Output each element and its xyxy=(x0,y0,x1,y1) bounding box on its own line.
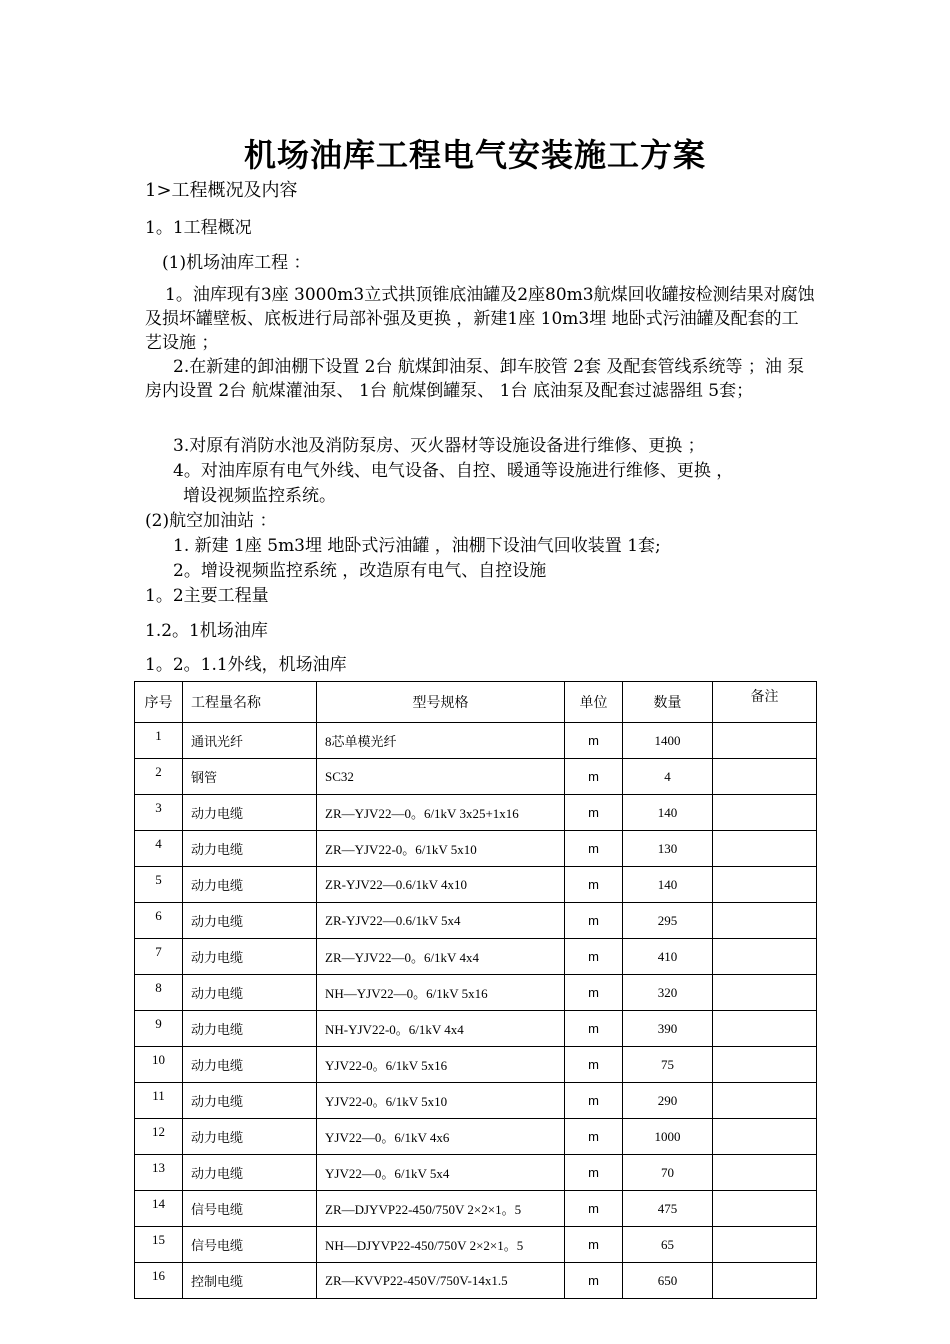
cell-name: 动力电缆 xyxy=(183,903,317,939)
table-row xyxy=(135,831,817,867)
document-title: 机场油库工程电气安装施工方案 xyxy=(243,136,706,174)
paragraph-item-4-continued: 增设视频监控系统。 xyxy=(183,486,336,506)
cell-note xyxy=(713,759,817,795)
cell-model: 8芯单模光纤 xyxy=(317,723,565,759)
cell-qty: 75 xyxy=(623,1047,713,1083)
table-row xyxy=(135,1227,817,1263)
cell-model: YJV22—0。6/1kV 4x6 xyxy=(317,1119,565,1155)
cell-no: 14 xyxy=(135,1191,183,1227)
cell-unit: m xyxy=(565,903,623,939)
cell-model: NH-YJV22-0。6/1kV 4x4 xyxy=(317,1011,565,1047)
cell-name: 动力电缆 xyxy=(183,867,317,903)
cell-no: 9 xyxy=(135,1011,183,1047)
header-unit: 单位 xyxy=(565,682,623,723)
paragraph-item-4: 4。对油库原有电气外线、电气设备、自控、暖通等设施进行维修、更换 ， xyxy=(173,461,734,481)
cell-qty: 130 xyxy=(623,831,713,867)
cell-no: 11 xyxy=(135,1083,183,1119)
header-name: 工程量名称 xyxy=(183,682,317,723)
cell-qty: 70 xyxy=(623,1155,713,1191)
cell-no: 10 xyxy=(135,1047,183,1083)
table-row xyxy=(135,723,817,759)
cell-qty: 295 xyxy=(623,903,713,939)
cell-qty: 650 xyxy=(623,1263,713,1299)
cell-note xyxy=(713,975,817,1011)
cell-name: 通讯光纤 xyxy=(183,723,317,759)
cell-name: 动力电缆 xyxy=(183,975,317,1011)
cell-name: 动力电缆 xyxy=(183,939,317,975)
cell-model: ZR—YJV22-0。6/1kV 5x10 xyxy=(317,831,565,867)
cell-model: ZR-YJV22—0.6/1kV 5x4 xyxy=(317,903,565,939)
cell-name: 动力电缆 xyxy=(183,1011,317,1047)
cell-model: ZR-YJV22—0.6/1kV 4x10 xyxy=(317,867,565,903)
cell-no: 2 xyxy=(135,759,183,795)
cell-unit: m xyxy=(565,759,623,795)
table-row xyxy=(135,1047,817,1083)
cell-model: ZR—YJV22—0。6/1kV 3x25+1x16 xyxy=(317,795,565,831)
cell-unit: m xyxy=(565,1047,623,1083)
cell-qty: 320 xyxy=(623,975,713,1011)
cell-note xyxy=(713,1155,817,1191)
cell-unit: m xyxy=(565,831,623,867)
cell-qty: 410 xyxy=(623,939,713,975)
cell-no: 7 xyxy=(135,939,183,975)
table-row xyxy=(135,1191,817,1227)
cell-model: ZR—KVVP22-450V/750V-14x1.5 xyxy=(317,1263,565,1299)
cell-note xyxy=(713,1083,817,1119)
table-row xyxy=(135,903,817,939)
cell-unit: m xyxy=(565,1155,623,1191)
cell-qty: 65 xyxy=(623,1227,713,1263)
cell-no: 4 xyxy=(135,831,183,867)
station-item-2: 2。增设视频监控系统 ，改造原有电气、自控设施 xyxy=(173,561,547,581)
cell-model: YJV22-0。6/1kV 5x10 xyxy=(317,1083,565,1119)
table-row xyxy=(135,975,817,1011)
section-heading-1-2: 1。2主要工程量 xyxy=(145,586,269,606)
table-row xyxy=(135,1155,817,1191)
cell-qty: 475 xyxy=(623,1191,713,1227)
cell-note xyxy=(713,1263,817,1299)
cell-name: 信号电缆 xyxy=(183,1227,317,1263)
cell-qty: 140 xyxy=(623,867,713,903)
cell-note xyxy=(713,1011,817,1047)
paragraph-item-1: 1。油库现有3座 3000m3立式拱顶锥底油罐及2座80m3航煤回收罐按检测结果对腐蚀及损坏罐壁板、底板进行局部补强及更换 ，新建1座 10m3埋 地卧式污油罐及配套的工艺设施 ； xyxy=(145,285,815,353)
header-no: 序号 xyxy=(135,682,183,723)
header-qty: 数量 xyxy=(623,682,713,723)
cell-no: 13 xyxy=(135,1155,183,1191)
table-row xyxy=(135,867,817,903)
header-model: 型号规格 xyxy=(317,682,565,723)
cell-no: 6 xyxy=(135,903,183,939)
cell-no: 8 xyxy=(135,975,183,1011)
cell-unit: m xyxy=(565,939,623,975)
cell-unit: m xyxy=(565,867,623,903)
cell-note xyxy=(713,831,817,867)
station-item-1: 1. 新建 1座 5m3埋 地卧式污油罐 ，油棚下设油气回收装置 1套; xyxy=(173,536,661,556)
cell-name: 控制电缆 xyxy=(183,1263,317,1299)
cell-name: 动力电缆 xyxy=(183,1047,317,1083)
header-note: 备注 xyxy=(713,682,817,723)
quantity-table xyxy=(134,681,817,1299)
cell-name: 动力电缆 xyxy=(183,1155,317,1191)
cell-unit: m xyxy=(565,1119,623,1155)
cell-unit: m xyxy=(565,1263,623,1299)
section-heading-1: 1>工程概况及内容 xyxy=(145,180,298,201)
cell-qty: 390 xyxy=(623,1011,713,1047)
cell-unit: m xyxy=(565,723,623,759)
cell-qty: 1000 xyxy=(623,1119,713,1155)
cell-model: NH—YJV22—0。6/1kV 5x16 xyxy=(317,975,565,1011)
table-body xyxy=(135,723,817,1299)
cell-note xyxy=(713,1227,817,1263)
cell-unit: m xyxy=(565,1227,623,1263)
cell-unit: m xyxy=(565,975,623,1011)
cell-qty: 290 xyxy=(623,1083,713,1119)
cell-unit: m xyxy=(565,795,623,831)
cell-no: 5 xyxy=(135,867,183,903)
cell-note xyxy=(713,1119,817,1155)
table-row xyxy=(135,759,817,795)
cell-name: 动力电缆 xyxy=(183,1119,317,1155)
cell-name: 动力电缆 xyxy=(183,1083,317,1119)
table-row xyxy=(135,1083,817,1119)
cell-note xyxy=(713,939,817,975)
table-row xyxy=(135,939,817,975)
cell-name: 信号电缆 xyxy=(183,1191,317,1227)
cell-no: 15 xyxy=(135,1227,183,1263)
cell-name: 钢管 xyxy=(183,759,317,795)
cell-qty: 140 xyxy=(623,795,713,831)
cell-model: SC32 xyxy=(317,759,565,795)
cell-model: NH—DJYVP22-450/750V 2×2×1。5 xyxy=(317,1227,565,1263)
table-row xyxy=(135,1263,817,1299)
cell-note xyxy=(713,867,817,903)
cell-no: 3 xyxy=(135,795,183,831)
cell-unit: m xyxy=(565,1083,623,1119)
cell-note xyxy=(713,1047,817,1083)
cell-model: ZR—YJV22—0。6/1kV 4x4 xyxy=(317,939,565,975)
section-heading-1-1: 1。1工程概况 xyxy=(145,218,252,238)
cell-model: ZR—DJYVP22-450/750V 2×2×1。5 xyxy=(317,1191,565,1227)
subsection-aviation-station: (2)航空加油站 ： xyxy=(145,511,277,531)
cell-no: 16 xyxy=(135,1263,183,1299)
cell-model: YJV22-0。6/1kV 5x16 xyxy=(317,1047,565,1083)
cell-note xyxy=(713,1191,817,1227)
cell-name: 动力电缆 xyxy=(183,795,317,831)
section-heading-1-2-1-1: 1。2。1.1外线，机场油库 xyxy=(145,655,347,675)
cell-model: YJV22—0。6/1kV 5x4 xyxy=(317,1155,565,1191)
cell-no: 1 xyxy=(135,723,183,759)
table-row xyxy=(135,795,817,831)
table-row xyxy=(135,1119,817,1155)
cell-no: 12 xyxy=(135,1119,183,1155)
cell-note xyxy=(713,723,817,759)
cell-note xyxy=(713,903,817,939)
subsection-airport-depot: (1)机场油库工程 ： xyxy=(162,253,311,273)
cell-unit: m xyxy=(565,1011,623,1047)
section-heading-1-2-1: 1.2。1机场油库 xyxy=(145,621,268,641)
cell-qty: 1400 xyxy=(623,723,713,759)
paragraph-item-2: 2.在新建的卸油棚下设置 2台 航煤卸油泵、卸车胶管 2套 及配套管线系统等 ；油 泵房内设置 2台 航煤灌油泵、 1台 航煤倒罐泵、 1台 底油泵及配套过滤器组 5套； xyxy=(145,357,805,401)
table-row xyxy=(135,1011,817,1047)
cell-note xyxy=(713,795,817,831)
cell-name: 动力电缆 xyxy=(183,831,317,867)
cell-qty: 4 xyxy=(623,759,713,795)
cell-unit: m xyxy=(565,1191,623,1227)
paragraph-item-3: 3.对原有消防水池及消防泵房、灭火器材等设施设备进行维修、更换 ； xyxy=(173,436,705,456)
table-header-row xyxy=(135,682,817,723)
